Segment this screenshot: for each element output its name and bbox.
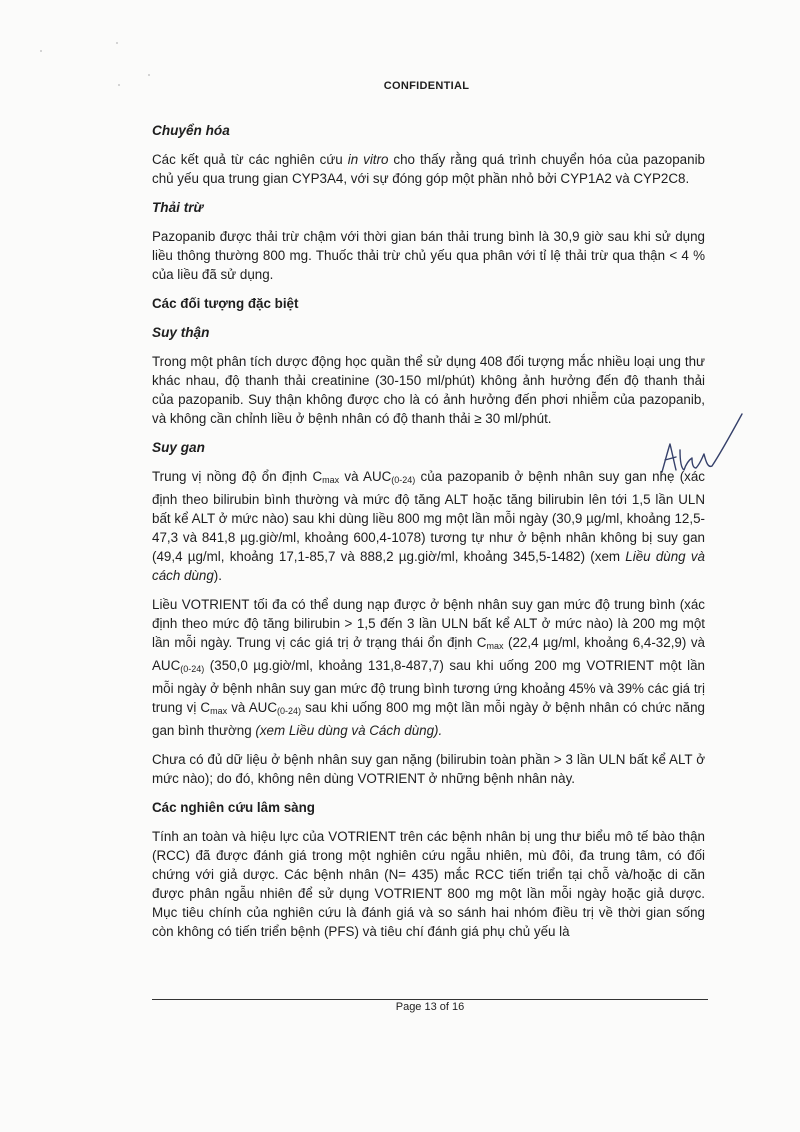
paragraph-hepatic-1: Trung vị nồng độ ổn định $C_{max}$ và $AUC_{(0-24)}$ của pazopanib ở bệnh nhân suy gan nhẹ (xác định theo bilirubin bình thường và mức độ tăng ALT hoặc tăng bilirubin lên tới 1,5 lần ULN bất kể ALT ở mức nào) sau khi dùng liều 800 mg một lần mỗi ngày (30,9 µg/ml, khoảng 12,5-47,3 và 841,8 µg.giờ/ml, khoảng 600,4-1078) tương tự như ở bệnh nhân không bị suy gan (49,4 µg/ml, khoảng 17,1-85,7 và 888,2 µg.giờ/ml, khoảng 345,5-1482) (xem Liều dùng và cách dùng). — [152, 469, 705, 583]
confidential-header: CONFIDENTIAL — [383, 80, 470, 92]
paragraph-clinical: Tính an toàn và hiệu lực của VOTRIENT trên các bệnh nhân bị ung thư biểu mô tế bào thận (RCC) đã được đánh giá trong một nghiên cứu ngẫu nhiên, mù đôi, đa trung tâm, có đối chứng với giả dược. Các bệnh nhân (N= 435) mắc RCC tiến triển tại chỗ và/hoặc di căn được phân ngẫu nhiên để sử dụng VOTRIENT 800 mg một lần mỗi ngày hoặc giả dược. Mục tiêu chính của nghiên cứu là đánh giá và so sánh hai nhóm điều trị về thời gian sống còn không có tiến triển bệnh (PFS) và tiêu chí đánh giá phụ chủ yếu là — [152, 829, 705, 939]
paragraph-hepatic-2: Liều VOTRIENT tối đa có thể dung nạp được ở bệnh nhân suy gan mức độ trung bình (xác định theo mức độ tăng bilirubin > 1,5 đến 3 lần ULN bất kể ALT ở mức nào) là 200 mg một lần mỗi ngày. Trung vị các giá trị ở trạng thái ổn định $C_{max}$ (22,4 µg/ml, khoảng 6,4-32,9) và $AUC_{(0-24)}$ (350,0 µg.giờ/ml, khoảng 131,8-487,7) sau khi uống 200 mg VOTRIENT một lần mỗi ngày ở bệnh nhân suy gan mức độ trung bình tương ứng khoảng 45% và 39% các giá trị trung vị $C_{max}$ và $AUC_{(0-24)}$ sau khi uống 800 mg một lần mỗi ngày ở bệnh nhân có chức năng gan bình thường (xem Liều dùng và Cách dùng). — [152, 597, 705, 738]
paragraph-metabolism: Các kết quả từ các nghiên cứu in vitro cho thấy rằng quá trình chuyển hóa của pazopanib chủ yếu qua trung gian CYP3A4, với sự đóng góp một phần nhỏ bởi CYP1A2 và CYP2C8. — [152, 152, 705, 186]
document-body — [152, 121, 705, 951]
paragraph-renal: Trong một phân tích dược động học quần thể sử dụng 408 đối tượng mắc nhiều loại ung thư khác nhau, độ thanh thải creatinine (30-150 ml/phút) không ảnh hưởng đến độ thanh thải của pazopanib. Suy thận không được cho là có ảnh hưởng đến phơi nhiễm của pazopanib, và không cần chỉnh liều ở bệnh nhân có độ thanh thải ≥ 30 ml/phút. — [152, 354, 705, 426]
paragraph-elimination: Pazopanib được thải trừ chậm với thời gian bán thải trung bình là 30,9 giờ sau khi sử dụng liều thông thường 800 mg. Thuốc thải trừ chủ yếu qua phân với tỉ lệ thải trừ qua thận < 4 % của liều đã sử dụng. — [152, 229, 705, 282]
section-title-special-populations: Các đối tượng đặc biệt — [152, 296, 299, 311]
footer-divider — [152, 999, 708, 1000]
page-number: Page 13 of 16 — [395, 1001, 465, 1013]
paragraph-hepatic-3: Chưa có đủ dữ liệu ở bệnh nhân suy gan nặng (bilirubin toàn phần > 3 lần ULN bất kể ALT ở mức nào); do đó, không nên dùng VOTRIENT ở những bệnh nhân này. — [152, 752, 705, 786]
section-title-elimination: Thải trừ — [152, 200, 204, 215]
section-title-hepatic: Suy gan — [152, 440, 205, 455]
section-title-metabolism: Chuyển hóa — [152, 123, 230, 138]
scan-speck — [116, 42, 118, 44]
scan-speck — [148, 74, 150, 76]
section-title-clinical-studies: Các nghiên cứu lâm sàng — [152, 800, 315, 815]
section-title-renal: Suy thận — [152, 325, 210, 340]
handwritten-signature — [656, 410, 746, 482]
scan-speck — [40, 50, 42, 52]
